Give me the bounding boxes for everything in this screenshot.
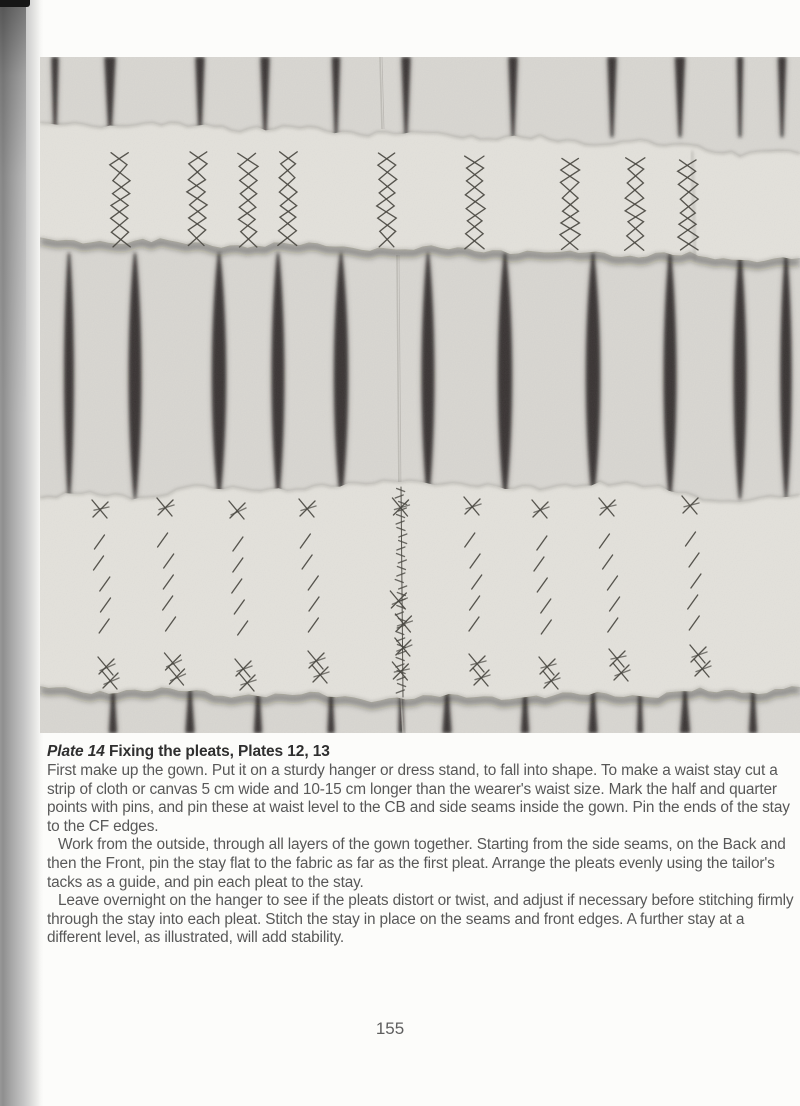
page-corner-mark [0, 0, 30, 7]
plate-caption [47, 743, 795, 761]
page-number: 155 [375, 1019, 405, 1038]
plate-photo [40, 57, 800, 733]
plate-caption-label: Plate 14 [47, 743, 105, 760]
pleated-fabric-photo [40, 57, 800, 733]
paragraph-2: Work from the outside, through all layers of the gown together. Starting from the side seams, on the Back and then the Front, pin the stay flat to the fabric as far as the first pleat. Arrange the pleats evenly using the tailor's tacks as a guide, and pin each pleat to the stay. [47, 836, 786, 891]
plate-caption-title: Fixing the pleats, Plates 12, 13 [104, 743, 330, 760]
body-text [47, 762, 795, 948]
paragraph-1: First make up the gown. Put it on a sturdy hanger or dress stand, to fall into shape. To make a waist stay cut a strip of cloth or canvas 5 cm wide and 10-15 cm longer than the wearer's waist size. Mark the half and quarter points with pins, and pin these at waist level to the CB and side seams inside the gown. Pin the ends of the stay to the CF edges. [47, 762, 790, 835]
paragraph-3: Leave overnight on the hanger to see if the pleats distort or twist, and adjust if necessary before stitching firmly through the stay into each pleat. Stitch the stay in place on the seams and front edges. A further stay at a different level, as illustrated, will add stability. [47, 892, 794, 947]
gutter-top-shadow [0, 0, 26, 420]
